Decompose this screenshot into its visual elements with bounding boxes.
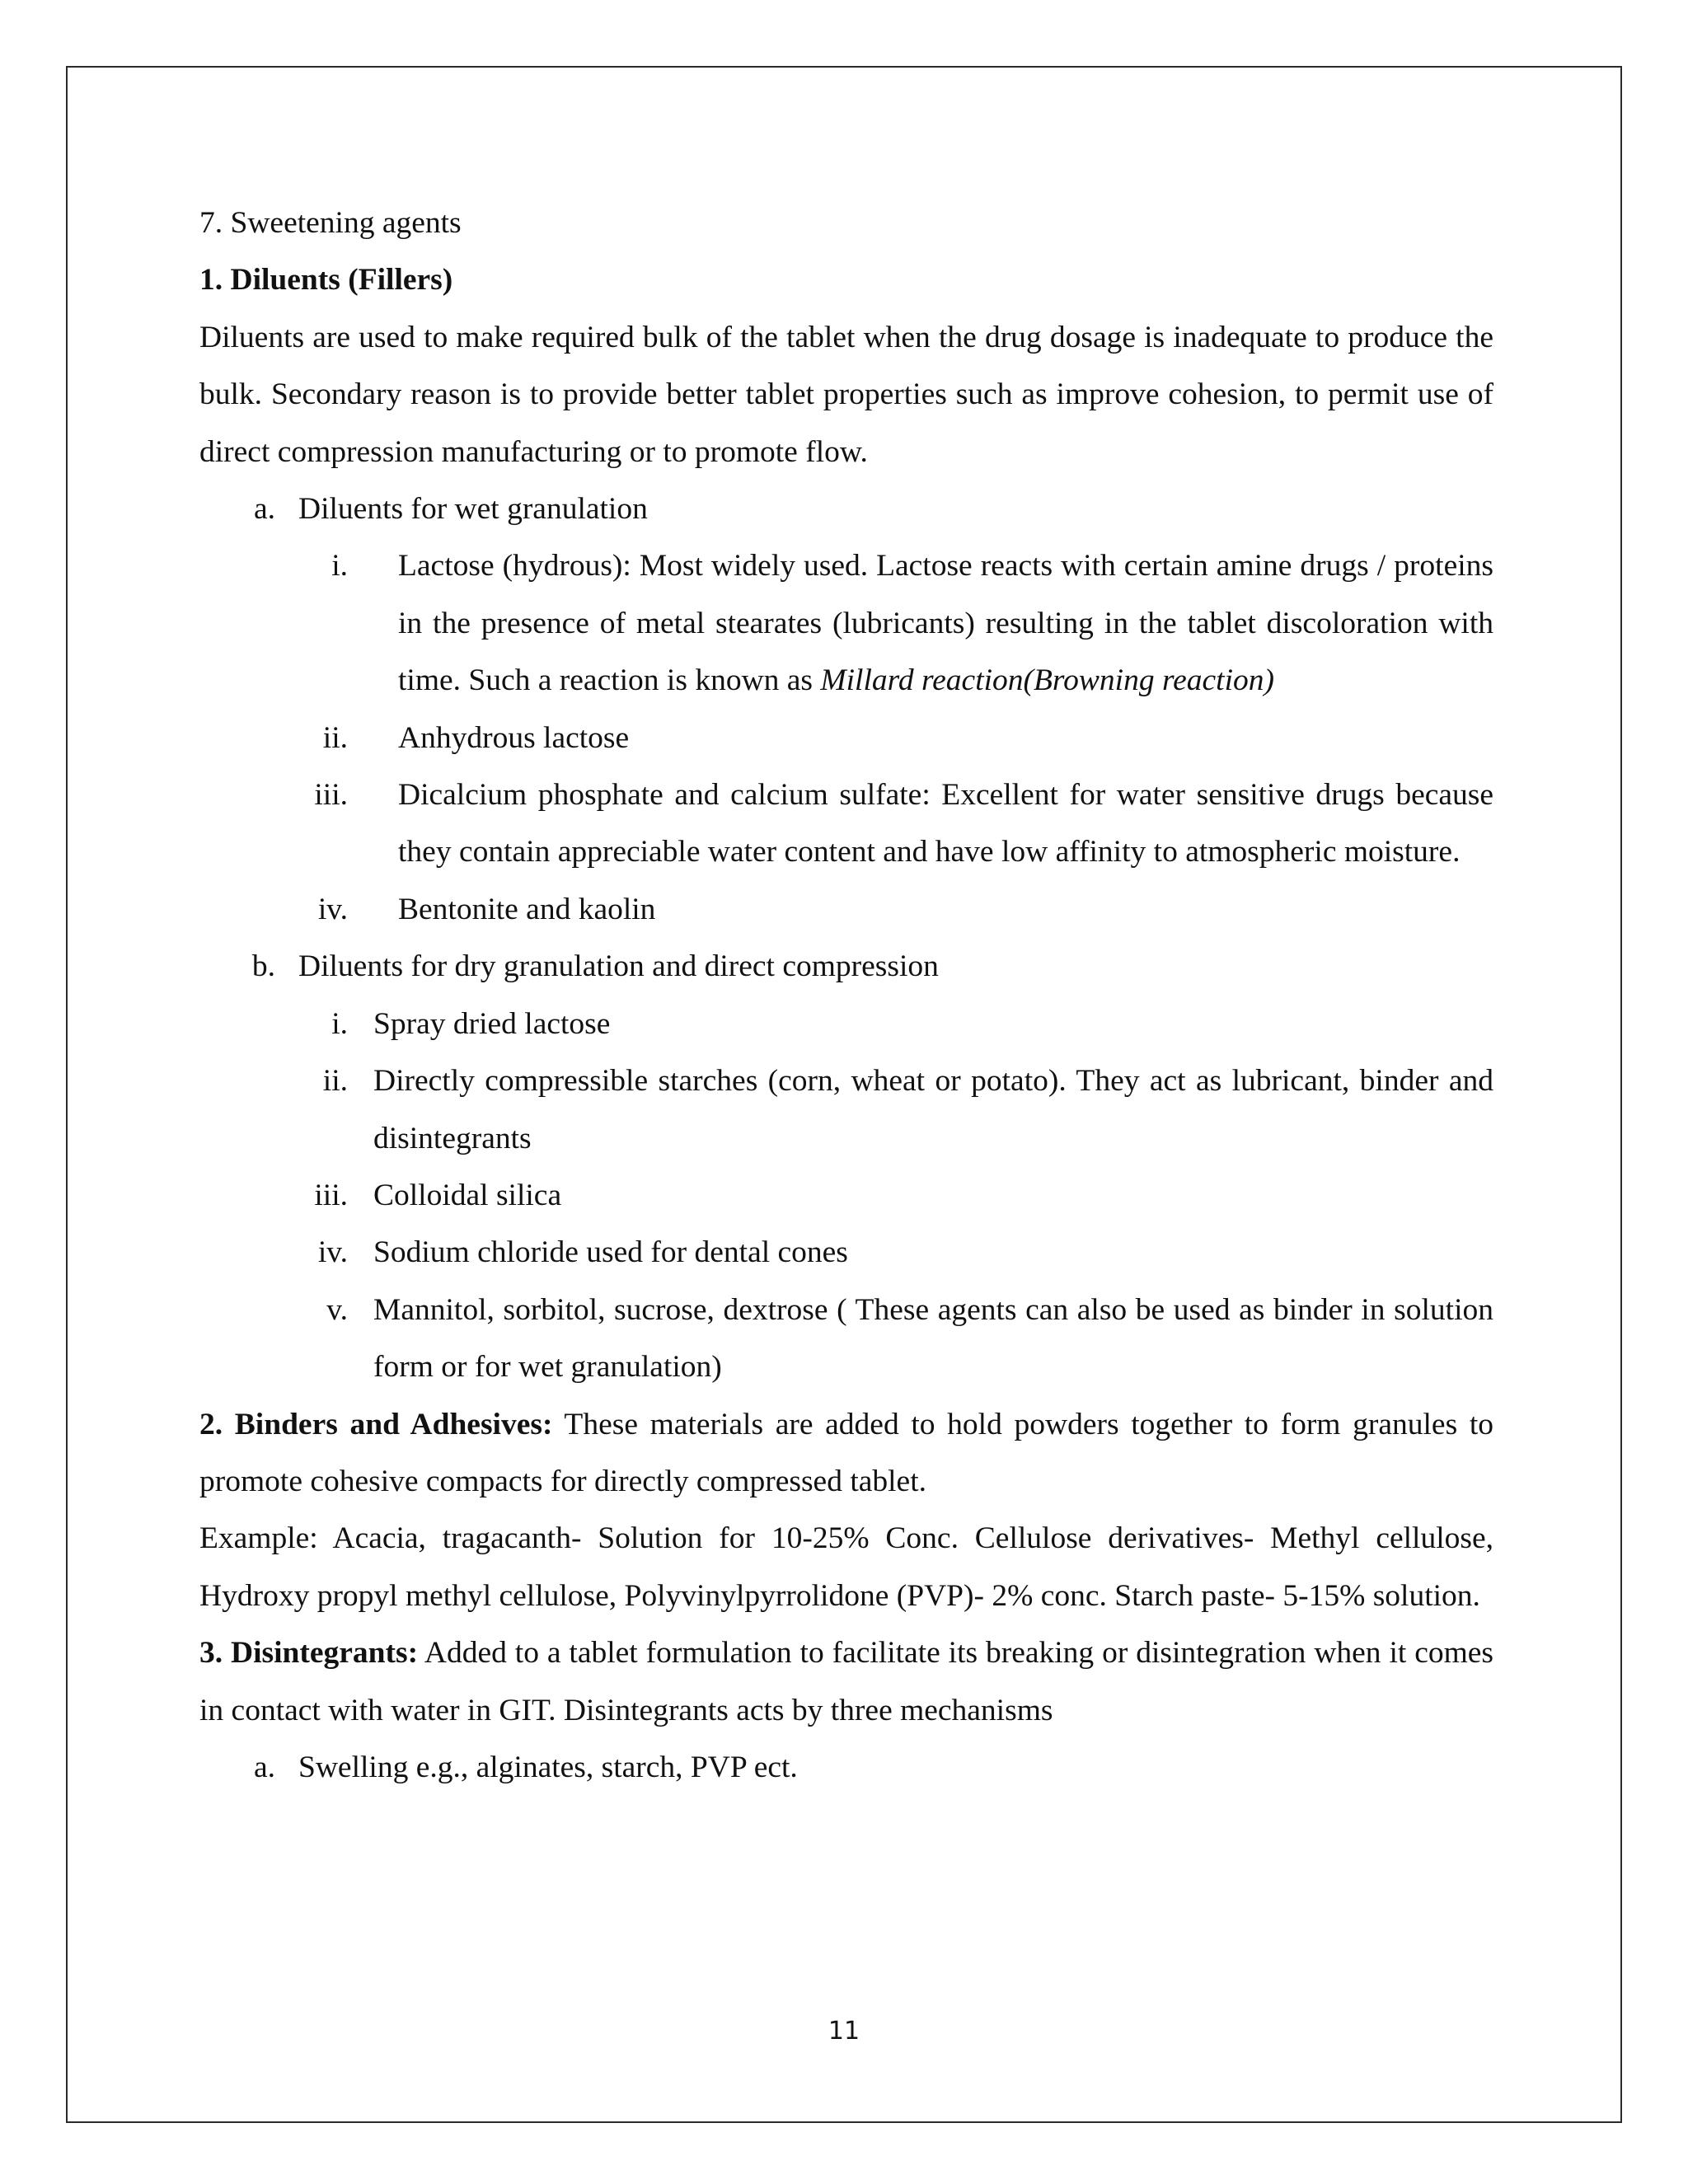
wet-granulation-title: Diluents for wet granulation [298, 492, 648, 527]
diluents-description: Diluents are used to make required bulk of the tablet when the drug dosage is inadequate to produce the bulk. Secondary reason is to provide better tablet properties such as improve cohesion, to permit use of direct compression manufacturing or to promote flow. [199, 320, 1493, 469]
disintegrants-heading: 3. Disintegrants: [199, 1636, 419, 1671]
list-item-text: Dicalcium phosphate and calcium sulfate: Excellent for water sensitive drugs because they contain appreciable water content and have low affinity to atmospheric moisture. [398, 778, 1493, 869]
dry-item-starches [199, 1052, 1493, 1167]
disintegrants-text: Added to a tablet formulation to facilitate its breaking or disintegration when it comes in contact with water in GIT. Disintegrants acts by three mechanisms [199, 1636, 1493, 1727]
list-marker: i. [331, 549, 348, 583]
list-item-text [398, 537, 1493, 709]
wet-item-dicalcium-phosphate [199, 766, 1493, 881]
list-marker: ii. [322, 1064, 348, 1099]
diluents-heading [199, 251, 1493, 308]
millard-reaction-emphasis: Millard reaction(Browning reaction) [820, 663, 1275, 698]
list-item-text: Sodium chloride used for dental cones [373, 1235, 848, 1270]
list-marker: i. [331, 1006, 348, 1041]
list-item-text: Bentonite and kaolin [398, 892, 656, 926]
dry-item-sodium-chloride [199, 1224, 1493, 1281]
binders-heading: 2. Binders and Adhesives: [199, 1407, 553, 1441]
list-marker: iv. [317, 892, 348, 926]
list-marker: a. [253, 492, 275, 527]
list-marker: ii. [322, 720, 348, 755]
list-item-text: Spray dried lactose [373, 1006, 611, 1041]
list-marker: iii. [314, 1178, 348, 1212]
dry-item-spray-dried-lactose [199, 996, 1493, 1052]
list-item-text: Directly compressible starches (corn, wheat or potato). They act as lubricant, binder and disintegrants [373, 1064, 1493, 1155]
list-marker: v. [326, 1292, 348, 1327]
sweetening-agents-line: 7. Sweetening agents [199, 206, 462, 240]
binders-text: These materials are added to hold powders together to form granules to promote cohesive compacts for directly compressed tablet. [199, 1407, 1493, 1498]
binders-example: Example: Acacia, tragacanth- Solution for 10-25% Conc. Cellulose derivatives- Methyl cellulose, Hydroxy propyl methyl cellulose, Polyvinylpyrrolidone (PVP)- 2% conc. Starch paste- 5-15% solution. [199, 1521, 1493, 1613]
wet-granulation-item [199, 480, 1493, 537]
list-item-text: Colloidal silica [373, 1178, 562, 1212]
dry-item-mannitol [199, 1282, 1493, 1396]
wet-item-lactose [199, 537, 1493, 709]
binders-paragraph [199, 1396, 1493, 1511]
wet-item-bentonite [199, 881, 1493, 938]
list-item-text: Swelling e.g., alginates, starch, PVP ect. [298, 1750, 798, 1784]
list-marker: iv. [317, 1235, 348, 1270]
document-body [199, 194, 1493, 1796]
wet-item-anhydrous-lactose [199, 710, 1493, 766]
list-marker: b. [251, 949, 275, 984]
dry-granulation-item [199, 938, 1493, 995]
lactose-text: Lactose (hydrous): Most widely used. Lactose reacts with certain amine drugs / proteins in the presence of metal stearates (lubricants) resulting in the tablet discoloration with time. Such a reaction is known as [398, 549, 1493, 698]
dry-granulation-title: Diluents for dry granulation and direct compression [298, 949, 939, 984]
dry-item-colloidal-silica [199, 1167, 1493, 1224]
list-item-text: Anhydrous lactose [398, 720, 630, 755]
disintegrants-paragraph [199, 1624, 1493, 1739]
page-number: 11 [828, 2017, 860, 2046]
diluents-heading-text: 1. Diluents (Fillers) [199, 263, 453, 298]
disintegrant-item-swelling [199, 1739, 1493, 1796]
list-item-text: Mannitol, sorbitol, sucrose, dextrose ( These agents can also be used as binder in solution form or for wet granulation) [373, 1292, 1493, 1385]
list-marker: a. [253, 1750, 275, 1784]
list-marker: iii. [314, 778, 348, 813]
